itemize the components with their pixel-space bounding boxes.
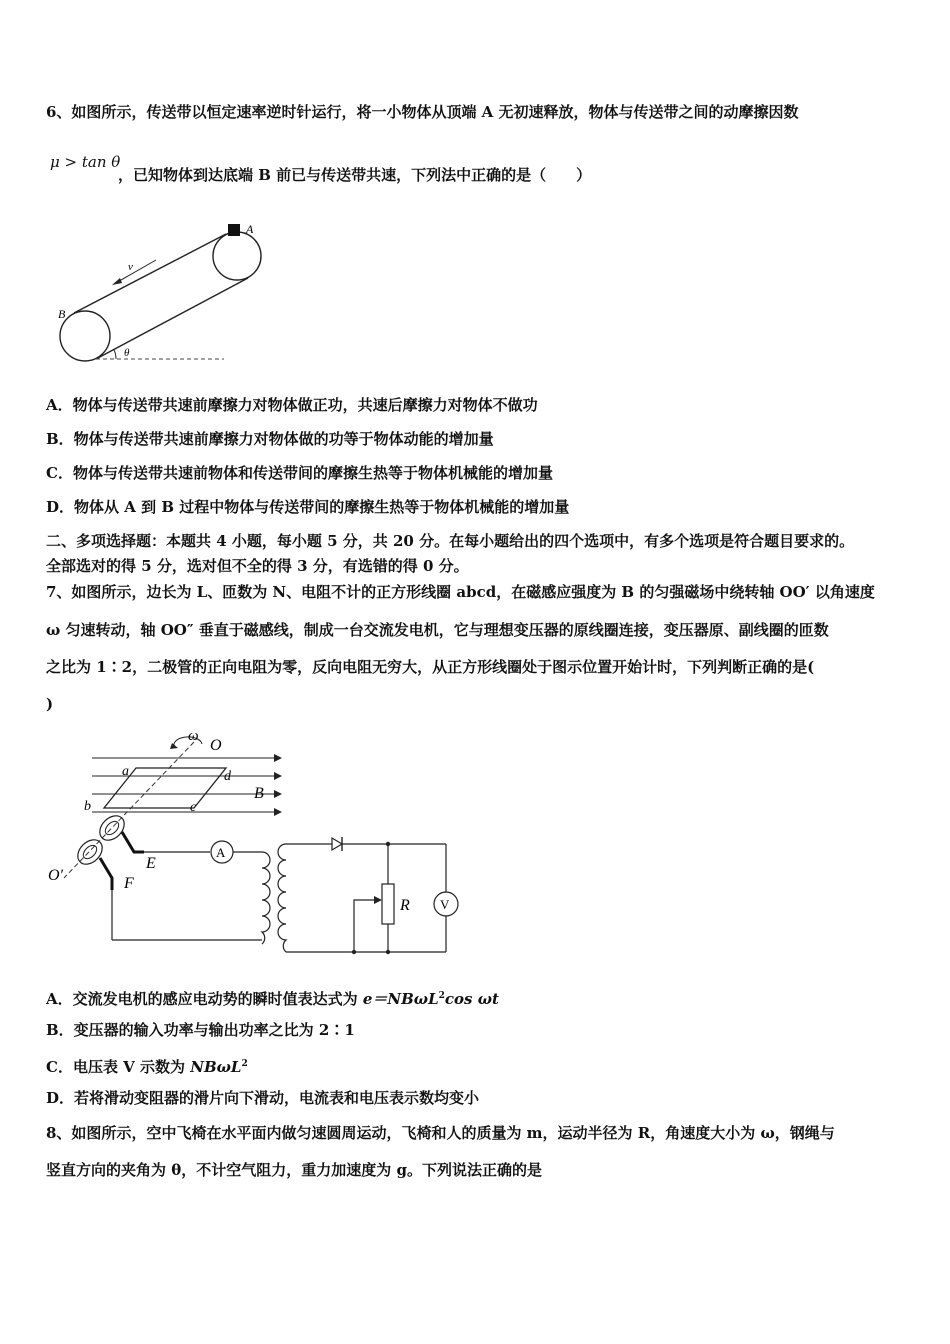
resistor-label: R (400, 897, 410, 914)
section2-line2: 全部选对的得 5 分，选对但不全的得 3 分，有选错的得 0 分。 (46, 557, 469, 575)
label-b: b (84, 799, 91, 814)
q7-option-a-formula: e＝NBωL (362, 990, 439, 1008)
label-o-prime: O′ (48, 867, 64, 884)
block-a (228, 224, 240, 236)
q7-option-c-formula: NBωL (190, 1058, 242, 1076)
q6-option-d: D．物体从 A 到 B 过程中物体与传送带间的摩擦生热等于物体机械能的增加量 (46, 498, 570, 516)
slip-ring-1 (95, 811, 129, 845)
slider-arrowhead (374, 896, 382, 904)
section2-line1: 二、多项选择题：本题共 4 小题，每小题 5 分，共 20 分。在每小题给出的四个选项中，有多个选项是符合题目要求的。 (46, 532, 855, 550)
brush-f (100, 858, 112, 890)
slip-ring-2-inner (81, 843, 99, 861)
conveyor-belt-figure (52, 218, 262, 368)
q6-stem-line1: 6、如图所示，传送带以恒定速率逆时针运行，将一小物体从顶端 A 无初速释放，物体与传送带之间的动摩擦因数 (46, 103, 799, 121)
label-v: v (128, 261, 133, 273)
q7-option-a-prefix: A．交流发电机的感应电动势的瞬时值表达式为 (46, 990, 363, 1008)
q7-option-b: B．变压器的输入功率与输出功率之比为 2∶1 (46, 1021, 355, 1039)
q7-option-a-sup: 2 (438, 991, 445, 1001)
q7-stem-line3: 之比为 1∶2，二极管的正向电阻为零，反向电阻无穷大，从正方形线圈处于图示位置开始计时，下列判断正确的是( (46, 658, 815, 676)
secondary-coil (278, 844, 286, 952)
resistor-r (382, 884, 394, 924)
q7-option-a (46, 986, 499, 1009)
voltmeter-label: V (440, 897, 450, 912)
label-theta: θ (124, 347, 130, 359)
label-a: A (246, 222, 254, 236)
slip-ring-1-inner (103, 819, 121, 837)
label-b: B (58, 307, 66, 321)
q7-option-c-sup: 2 (241, 1059, 248, 1069)
q7-option-a-suffix: cos ωt (444, 990, 499, 1008)
field-arrowhead-3 (274, 790, 282, 798)
label-c: c (190, 800, 197, 815)
primary-coil (262, 852, 270, 944)
q7-option-c-prefix: C．电压表 V 示数为 (46, 1058, 191, 1076)
diode (332, 838, 342, 850)
q6-formula: μ > tan θ (50, 153, 121, 171)
field-arrowhead-1 (274, 754, 282, 762)
label-d: d (224, 769, 231, 784)
slider-wire (354, 900, 380, 952)
q7-option-c (46, 1054, 248, 1077)
field-arrowhead-2 (274, 772, 282, 780)
q7-stem-line2: ω 匀速转动，轴 OO″ 垂直于磁感线，制成一台交流发电机，它与理想变压器的原线圈连接，变压器原、副线圈的匝数 (46, 621, 829, 639)
velocity-arrowhead (112, 278, 122, 285)
generator-circuit-figure (44, 728, 464, 960)
field-arrowhead-4 (274, 808, 282, 816)
q7-stem-line1: 7、如图所示，边长为 L、匝数为 N、电阻不计的正方形线圈 abcd，在磁感应强度为 B 的匀强磁场中绕转轴 OO′ 以角速度 (46, 583, 875, 601)
label-e: E (146, 855, 156, 872)
q6-option-b: B．物体与传送带共速前摩擦力对物体做的功等于物体动能的增加量 (46, 430, 494, 448)
label-f: F (124, 875, 134, 892)
label-field-b: B (254, 785, 264, 802)
q6-option-a: A．物体与传送带共速前摩擦力对物体做正功，共速后摩擦力对物体不做功 (46, 396, 538, 414)
q6-stem-line2: ，已知物体到达底端 B 前已与传送带共速，下列法中正确的是（ ） (118, 166, 592, 184)
angle-arc (114, 350, 116, 359)
bottom-pulley (60, 311, 110, 361)
q8-stem-line1: 8、如图所示，空中飞椅在水平面内做匀速圆周运动，飞椅和人的质量为 m，运动半径为 R，角速度大小为 ω，钢绳与 (46, 1124, 835, 1142)
label-a: a (122, 764, 129, 779)
top-pulley (213, 232, 261, 280)
q7-option-d: D．若将滑动变阻器的滑片向下滑动，电流表和电压表示数均变小 (46, 1089, 480, 1107)
label-omega: ω (188, 728, 199, 744)
q8-stem-line2: 竖直方向的夹角为 θ，不计空气阻力，重力加速度为 g。下列说法正确的是 (46, 1161, 542, 1179)
q6-option-c: C．物体与传送带共速前物体和传送带间的摩擦生热等于物体机械能的增加量 (46, 464, 553, 482)
brush-e (122, 832, 144, 852)
q7-stem-line4: ) (46, 695, 54, 713)
label-o: O (210, 737, 222, 754)
ammeter-label: A (216, 845, 226, 860)
